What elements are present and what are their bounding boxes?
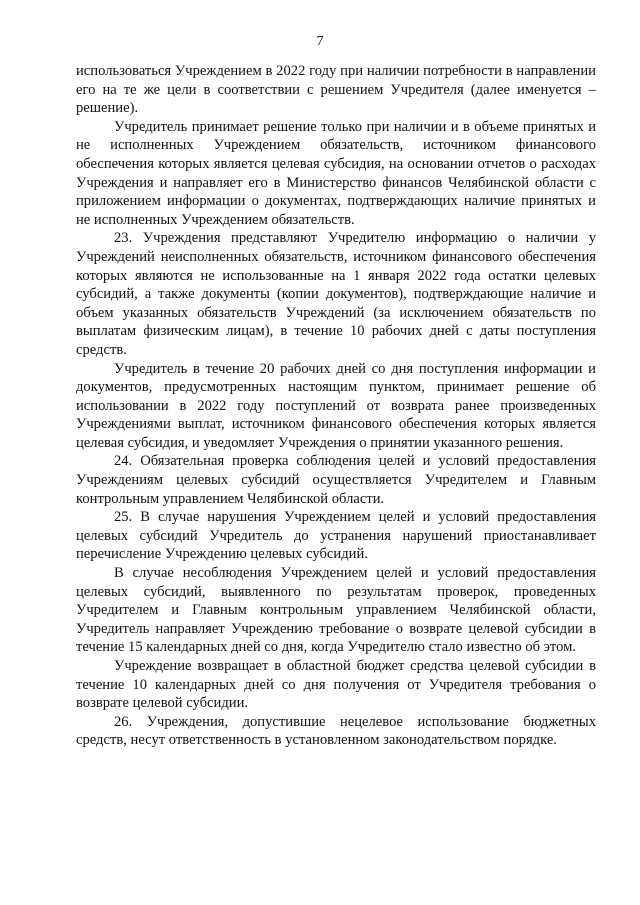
paragraph-23: 23. Учреждения представляют Учредителю информацию о наличии у Учреждений неисполненных обязательств, источником финансового обеспечения которых являются не использованные на 1 января 2022 года остатки целевых субсидий, а также документы (копии документов), подтверждающие наличие и объем указанных обязательств Учреждений (за исключением обязательств по выплатам физическим лицам), в течение 10 рабочих дней с даты поступления средств.: [76, 230, 596, 358]
paragraph-noncompliance: В случае несоблюдения Учреждением целей и условий предоставления целевых субсидий, выявленного по результатам проверок, проведенных Учредителем и Главным контрольным управлением Челябинской области, Учредитель направляет Учреждению требование о возврате целевой субсидии в течение 15 календарных дней со дня, когда Учредителю стало известно об этом.: [76, 565, 596, 656]
paragraph-25: 25. В случае нарушения Учреждением целей и условий предоставления целевых субсидий Учредитель до устранения нарушений приостанавливает перечисление Учреждению целевых субсидий.: [76, 509, 596, 563]
document-body: [76, 62, 596, 750]
paragraph-24: 24. Обязательная проверка соблюдения целей и условий предоставления Учреждениям целевых субсидий осуществляется Учредителем и Главным контрольным управлением Челябинской области.: [76, 453, 596, 507]
paragraph-refund: Учреждение возвращает в областной бюджет средства целевой субсидии в течение 10 календарных дней со дня получения от Учредителя требования о возврате целевой субсидии.: [76, 658, 596, 712]
paragraph-continuation: использоваться Учреждением в 2022 году при наличии потребности в направлении его на те же цели в соответствии с решением Учредителя (далее именуется – решение).: [76, 63, 596, 117]
page-number: 7: [316, 34, 324, 49]
paragraph-26: 26. Учреждения, допустившие нецелевое использование бюджетных средств, несут ответственность в установленном законодательством порядке.: [76, 713, 596, 749]
paragraph-founder-20-days: Учредитель в течение 20 рабочих дней со дня поступления информации и документов, предусмотренных настоящим пунктом, принимает решение об использовании в 2022 году поступлений от возврата ранее произведенных Учреждениями выплат, источником финансового обеспечения которых является целевая субсидия, и уведомляет Учреждения о принятии указанного решения.: [76, 360, 596, 451]
paragraph-founder-decision: Учредитель принимает решение только при наличии и в объеме принятых и не исполненных Учреждением обязательств, источником финансового обеспечения которых является целевая субсидия, на основании отчетов о расходах Учреждения и направляет его в Министерство финансов Челябинской области с приложением информации о документах, подтверждающих наличие принятых и не исполненных Учреждением обязательств.: [76, 118, 596, 228]
